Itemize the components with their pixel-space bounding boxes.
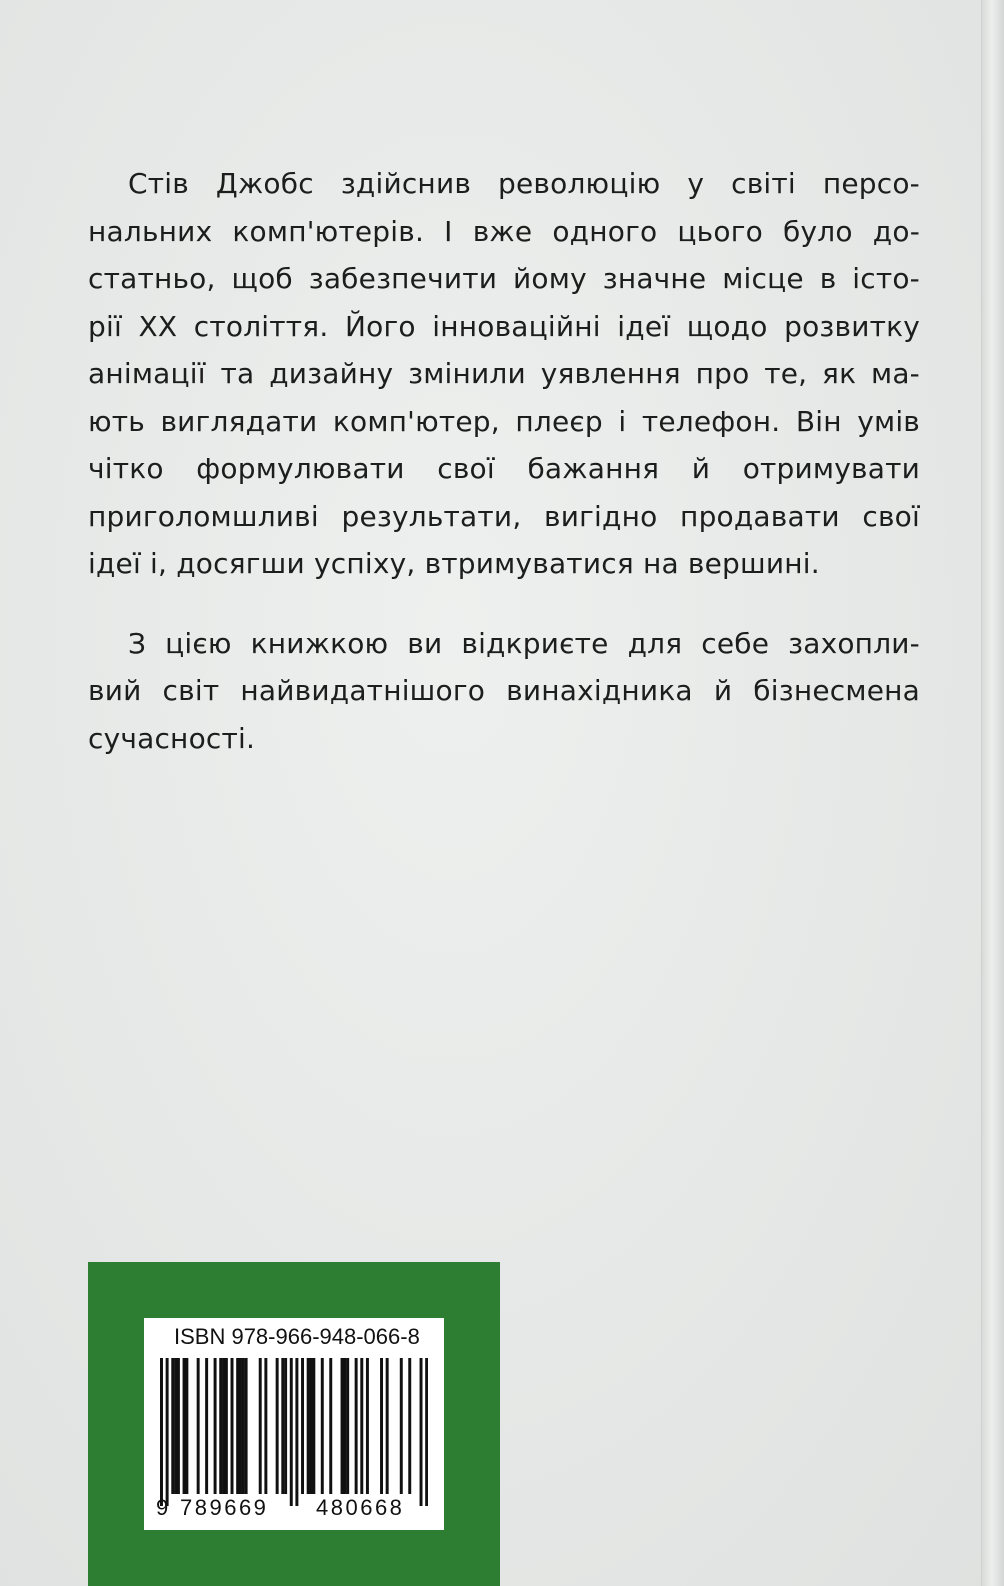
- barcode-bar: [219, 1358, 222, 1494]
- barcode-bar: [400, 1358, 403, 1494]
- barcode-bar: [276, 1358, 279, 1494]
- barcode-label: [144, 1318, 444, 1530]
- spine-edge: [981, 0, 1004, 1586]
- isbn-text: ISBN 978-966-948-066-8: [174, 1324, 420, 1349]
- blurb-line: чітко формулювати свої бажання й отримувати: [88, 452, 920, 485]
- barcode-bar: [341, 1358, 344, 1494]
- barcode-bar: [360, 1358, 363, 1494]
- blurb-line: рії XX століття. Його інноваційні ідеї щодо розвитку: [88, 309, 920, 343]
- blurb-paragraph-1: [88, 160, 920, 588]
- blurb-line: анімації та дизайну змінили уявлення про те, як ма-: [88, 357, 920, 390]
- blurb-line: приголомшливі результати, вигідно продавати свої: [88, 499, 920, 533]
- blurb-paragraph-2: [88, 620, 920, 763]
- barcode-left-group: 789669: [180, 1495, 269, 1520]
- barcode-bar: [174, 1358, 177, 1494]
- blurb-line: статньо, щоб забезпечити йому значне місце в істо-: [88, 262, 920, 295]
- blurb-line: ідеї і, досягши успіху, втримуватися на вершині.: [88, 547, 820, 580]
- barcode-bar: [259, 1358, 262, 1494]
- barcode-bar: [242, 1358, 245, 1494]
- barcode-bar: [343, 1358, 346, 1494]
- barcode-bar: [366, 1358, 369, 1494]
- barcode-bar: [185, 1358, 188, 1494]
- barcode-guard-bar: [425, 1358, 428, 1506]
- barcode-bar: [225, 1358, 228, 1494]
- blurb-line: нальних комп'ютерів. І вже одного цього було до-: [88, 214, 920, 248]
- barcode-bar: [408, 1358, 411, 1494]
- barcode-bar: [321, 1358, 324, 1494]
- blurb-line: Стів Джобс здійснив революцію у світі персо-: [128, 167, 920, 200]
- blurb-line: З цією книжкою ви відкриєте для себе захопли-: [128, 626, 920, 660]
- barcode-bar: [222, 1358, 225, 1494]
- barcode-guard-bar: [420, 1358, 423, 1506]
- barcode-guard-bar: [290, 1358, 293, 1506]
- barcode-guard-bar: [166, 1358, 169, 1506]
- blurb-line: сучасності.: [88, 721, 256, 755]
- barcode-lead-digit: 9: [156, 1495, 169, 1520]
- barcode-bar: [239, 1358, 242, 1494]
- barcode-right-group: 480668: [316, 1495, 405, 1520]
- barcode-bar: [171, 1358, 174, 1494]
- barcode-bar: [346, 1358, 349, 1494]
- barcode-bar: [205, 1358, 208, 1494]
- barcode-bar: [177, 1358, 180, 1494]
- barcode-bar: [312, 1358, 315, 1494]
- barcode-bars: [160, 1358, 428, 1506]
- barcode-bar: [231, 1358, 234, 1494]
- barcode-guard-bar: [160, 1358, 163, 1506]
- blurb-text: [88, 160, 920, 762]
- blurb-line: ють виглядати комп'ютер, плеєр і телефон. Він умів: [88, 404, 920, 438]
- barcode-bar: [284, 1358, 287, 1494]
- barcode-bar: [380, 1358, 383, 1494]
- barcode-bar: [245, 1358, 248, 1494]
- barcode-bar: [329, 1358, 332, 1494]
- barcode-bar: [386, 1358, 389, 1494]
- blurb-line: вий світ найвидатнішого винахідника й бізнесмена: [88, 674, 920, 707]
- barcode-bar: [197, 1358, 200, 1494]
- barcode-bar: [301, 1358, 304, 1494]
- barcode-bar: [281, 1358, 284, 1494]
- barcode-bar: [214, 1358, 217, 1494]
- barcode-bar: [183, 1358, 186, 1494]
- barcode-bar: [355, 1358, 358, 1494]
- barcode-bar: [307, 1358, 310, 1494]
- barcode-bar: [236, 1358, 239, 1494]
- barcode-bar: [310, 1358, 313, 1494]
- barcode-guard-bar: [295, 1358, 298, 1506]
- barcode-bar: [264, 1358, 267, 1494]
